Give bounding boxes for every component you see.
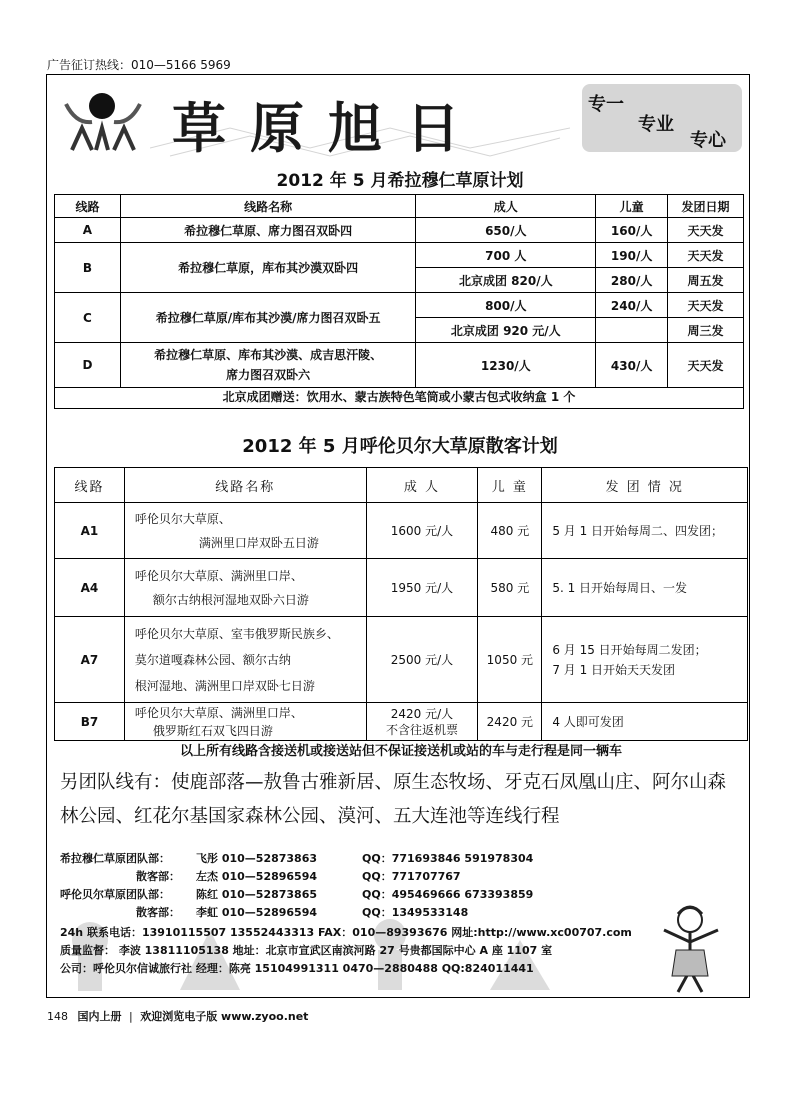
route-name xyxy=(124,617,366,703)
table-row xyxy=(55,343,744,388)
route-name-line: 希拉穆仁草原、库布其沙漠、成吉思汗陵、 xyxy=(154,348,383,362)
table-row xyxy=(55,218,744,243)
team-dept-label: 呼伦贝尔草原团队部： xyxy=(60,888,170,901)
adult-price: 北京成团 820/人 xyxy=(416,268,596,293)
departure-info-line: 7 月 1 日开始天天发团 xyxy=(552,662,676,677)
gift-note: 北京成团赠送：饮用水、蒙古族特色笔筒或小蒙古包式收纳盒 1 个 xyxy=(54,385,744,409)
brand-title: 草原旭日 xyxy=(172,96,484,160)
child-price: 580 元 xyxy=(478,559,542,617)
contact-phone: 飞彤 010—52873863 xyxy=(196,852,318,865)
contact-qq: QQ：771707767 xyxy=(362,870,461,883)
route-name-line: 莫尔道嘎森林公园、额尔古纳 xyxy=(134,652,291,667)
route-code: A xyxy=(55,218,121,243)
route-code: D xyxy=(55,343,121,388)
col-header: 发 团 情 况 xyxy=(542,468,748,503)
route-name xyxy=(124,559,366,617)
plan1-title: 2012 年 5 月希拉穆仁草原计划 xyxy=(276,171,524,191)
route-name xyxy=(124,703,366,741)
route-code: B7 xyxy=(55,703,125,741)
route-code: C xyxy=(55,293,121,343)
route-code: B xyxy=(55,243,121,293)
table-row xyxy=(55,559,748,617)
child-price: 240/人 xyxy=(596,293,668,318)
route-name: 希拉穆仁草原，库布其沙漠双卧四 xyxy=(120,243,416,293)
other-routes: 另团队线有：使鹿部落—敖鲁古雅新居、原生态牧场、牙克石凤凰山庄、阿尔山森林公园、红花尔基国家森林公园、漠河、五大连池等连线行程 xyxy=(60,772,727,827)
table-row xyxy=(55,617,748,703)
col-header: 线路名称 xyxy=(124,468,366,503)
child-price: 430/人 xyxy=(596,343,668,388)
col-header: 儿 童 xyxy=(478,468,542,503)
transfer-note: 以上所有线路含接送机或接送站但不保证接送机或站的车与走行程是同一辆车 xyxy=(179,744,622,759)
col-header: 成人 xyxy=(416,195,596,218)
adult-price: 650/人 xyxy=(416,218,596,243)
contact-qq: QQ：771693846 591978304 xyxy=(362,852,534,865)
route-name-line: 呼伦贝尔大草原、 xyxy=(134,511,231,526)
adult-price: 1950 元/人 xyxy=(366,559,478,617)
hotline-24h: 24h 联系电话：13910115507 13552443313 FAX：010—89393676 网址:http://www.xc00707.com xyxy=(60,926,632,939)
departure-info-line: 6 月 15 日开始每周二发团； xyxy=(552,642,707,657)
section-label: 国内上册 xyxy=(77,1010,122,1023)
route-name-line: 额尔古纳根河湿地双卧六日游 xyxy=(152,592,309,607)
table-row xyxy=(55,243,744,268)
child-price xyxy=(596,318,668,343)
slogan-2: 专业 xyxy=(638,114,674,135)
table-header-row xyxy=(55,468,748,503)
adult-price: 700 人 xyxy=(416,243,596,268)
route-name-line: 呼伦贝尔大草原、满洲里口岸、 xyxy=(134,705,303,720)
route-name-line: 俄罗斯红石双飞四日游 xyxy=(152,723,273,738)
col-header: 儿童 xyxy=(596,195,668,218)
retail-dept-label: 散客部： xyxy=(136,870,180,883)
team-dept-label: 希拉穆仁草原团队部： xyxy=(60,852,170,865)
child-price: 280/人 xyxy=(596,268,668,293)
contact-qq: QQ：1349533148 xyxy=(362,906,469,919)
route-name-line: 满洲里口岸双卧五日游 xyxy=(198,535,319,550)
contact-qq: QQ：495469666 673393859 xyxy=(362,888,534,901)
child-price: 160/人 xyxy=(596,218,668,243)
route-name-line: 呼伦贝尔大草原、室韦俄罗斯民族乡、 xyxy=(134,626,339,641)
col-header: 发团日期 xyxy=(668,195,744,218)
adult-price-line: 2420 元/人 xyxy=(390,706,454,721)
adult-price-line: 不含往返机票 xyxy=(385,722,458,737)
route-name: 希拉穆仁草原/库布其沙漠/席力图召双卧五 xyxy=(120,293,416,343)
table-row xyxy=(55,503,748,559)
company-info: 公司：呼伦贝尔信诚旅行社 经理：陈亮 15104991311 0470—2880488 QQ:824011441 xyxy=(60,962,534,975)
slogan-1: 专一 xyxy=(588,94,624,115)
route-code: A1 xyxy=(55,503,125,559)
departure-info: 5. 1 日开始每周日、一发 xyxy=(542,559,748,617)
route-name-line: 席力图召双卧六 xyxy=(226,368,311,382)
contact-phone: 李虹 010—52896594 xyxy=(196,906,318,919)
route-name-line: 根河湿地、满洲里口岸双卧七日游 xyxy=(134,678,315,693)
departure: 周五发 xyxy=(668,268,744,293)
departure: 天天发 xyxy=(668,293,744,318)
departure: 天天发 xyxy=(668,343,744,388)
retail-dept-label: 散客部： xyxy=(136,906,180,919)
plan2-title: 2012 年 5 月呼伦贝尔大草原散客计划 xyxy=(242,436,558,457)
route-name xyxy=(124,503,366,559)
page-footer: 148 国内上册 | 欢迎浏览电子版 www.zyoo.net xyxy=(47,1010,309,1023)
route-code: A4 xyxy=(55,559,125,617)
contact-phone: 陈红 010—52873865 xyxy=(196,888,318,901)
child-price: 2420 元 xyxy=(478,703,542,741)
child-price: 1050 元 xyxy=(478,617,542,703)
slogan-3: 专心 xyxy=(690,130,726,151)
departure: 天天发 xyxy=(668,218,744,243)
col-header: 线路 xyxy=(55,468,125,503)
table-header-row xyxy=(55,195,744,218)
departure-info: 5 月 1 日开始每周二、四发团； xyxy=(542,503,748,559)
company-logo xyxy=(62,84,144,154)
table-row xyxy=(55,703,748,741)
website-text: 欢迎浏览电子版 www.zyoo.net xyxy=(140,1010,309,1023)
departure-info: 4 人即可发团 xyxy=(542,703,748,741)
adult-price: 2500 元/人 xyxy=(366,617,478,703)
adult-price xyxy=(366,703,478,741)
route-name: 希拉穆仁草原、席力图召双卧四 xyxy=(120,218,416,243)
quality-supervisor: 质量监督： 李波 13811105138 地址：北京市宣武区南滨河路 27 号贵都国际中心 A 座 1107 室 xyxy=(60,944,553,957)
route-name xyxy=(120,343,416,388)
adult-price: 800/人 xyxy=(416,293,596,318)
ad-hotline: 广告征订热线：010—5166 5969 xyxy=(47,58,231,72)
page-number: 148 xyxy=(47,1010,68,1023)
table-row xyxy=(55,293,744,318)
col-header: 线路 xyxy=(55,195,121,218)
adult-price: 1600 元/人 xyxy=(366,503,478,559)
col-header: 线路名称 xyxy=(120,195,416,218)
plan2-table xyxy=(54,467,748,741)
child-price: 190/人 xyxy=(596,243,668,268)
col-header: 成 人 xyxy=(366,468,478,503)
contact-phone: 左杰 010—52896594 xyxy=(196,870,318,883)
adult-price: 1230/人 xyxy=(416,343,596,388)
departure: 天天发 xyxy=(668,243,744,268)
departure-info xyxy=(542,617,748,703)
child-price: 480 元 xyxy=(478,503,542,559)
plan1-table xyxy=(54,194,744,388)
adult-price: 北京成团 920 元/人 xyxy=(416,318,596,343)
mongolian-figure-illustration xyxy=(650,900,730,996)
route-name-line: 呼伦贝尔大草原、满洲里口岸、 xyxy=(134,568,303,583)
departure: 周三发 xyxy=(668,318,744,343)
route-code: A7 xyxy=(55,617,125,703)
